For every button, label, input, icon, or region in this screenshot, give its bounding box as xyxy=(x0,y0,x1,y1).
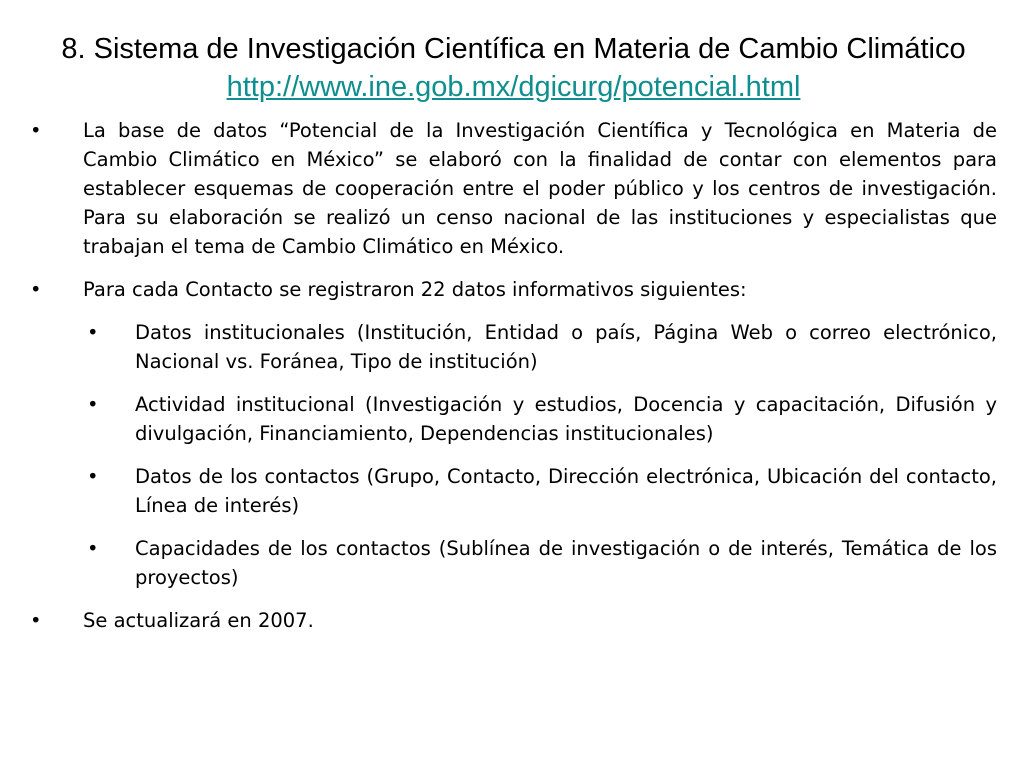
sub-bullet-item-contact-data: • Datos de los contactos (Grupo, Contacto, Dirección electrónica, Ubicación del contacto, Línea de interés) xyxy=(83,462,997,520)
bullet-list xyxy=(30,116,997,635)
sub-bullet-item-institutional-activity: • Actividad institucional (Investigación y estudios, Docencia y capacitación, Difusión y divulgación, Financiamiento, Dependencias institucionales) xyxy=(83,390,997,448)
bullet-item-update-note: • Se actualizará en 2007. xyxy=(30,606,997,635)
sub-bullet-item-contact-capabilities: • Capacidades de los contactos (Sublínea de investigación o de interés, Temática de los proyectos) xyxy=(83,534,997,592)
bullet-item-database-description: • La base de datos “Potencial de la Investigación Científica y Tecnológica en Materia de Cambio Climático en México” se elaboró con la finalidad de contar con elementos para establecer esquemas de cooperación entre el poder público y los centros de investigación. Para su elaboración se realizó un censo nacional de las instituciones y especialistas que trabajan el tema de Cambio Climático en México. xyxy=(30,116,997,261)
sub-bullet-list xyxy=(83,318,997,592)
bullet-item-contact-fields xyxy=(30,275,997,592)
title-text: 8. Sistema de Investigación Científica en Materia de Cambio Climático xyxy=(61,33,966,65)
source-link[interactable]: http://www.ine.gob.mx/dgicurg/potencial.html xyxy=(226,71,801,103)
slide-title xyxy=(30,30,997,106)
sub-bullet-item-institutional-data: • Datos institucionales (Institución, Entidad o país, Página Web o correo electrónico, Nacional vs. Foránea, Tipo de institución) xyxy=(83,318,997,376)
bullet-item-contact-fields-text: Para cada Contacto se registraron 22 datos informativos siguientes: xyxy=(83,278,747,301)
